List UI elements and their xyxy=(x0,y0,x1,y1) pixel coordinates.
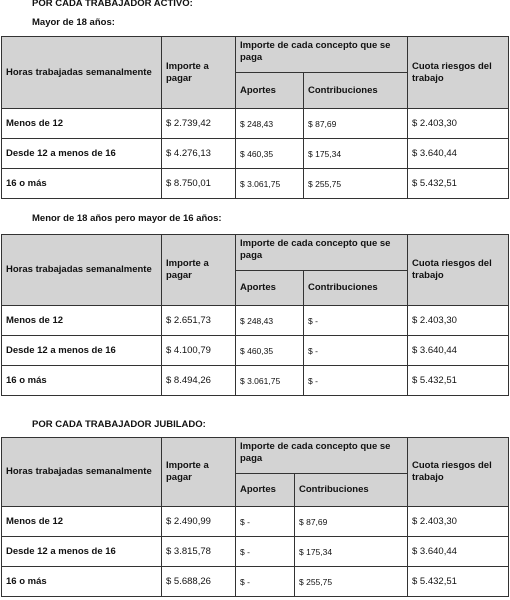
header-aportes: Aportes xyxy=(236,73,304,109)
aportes-cell: $ 248,43 xyxy=(236,109,304,139)
header-amount: Importe a pagar xyxy=(162,438,236,507)
table-row xyxy=(2,306,509,336)
hours-cell: Desde 12 a menos de 16 xyxy=(2,537,162,567)
amount-cell: $ 4.276,13 xyxy=(162,139,236,169)
amount-cell: $ 3.815,78 xyxy=(162,537,236,567)
header-risk: Cuota riesgos del trabajo xyxy=(408,37,509,109)
table-row xyxy=(2,169,509,199)
header-hours: Horas trabajadas semanalmente xyxy=(2,37,162,109)
header-contribuciones: Contribuciones xyxy=(304,271,408,306)
hours-cell: Menos de 12 xyxy=(2,109,162,139)
fee-table-activo-mayor-18 xyxy=(1,36,509,199)
header-concepts: Importe de cada concepto que se paga xyxy=(236,37,408,73)
contribuciones-cell: $ - xyxy=(304,366,408,396)
table-row xyxy=(2,139,509,169)
header-amount: Importe a pagar xyxy=(162,235,236,306)
table-row xyxy=(2,109,509,139)
contribuciones-cell: $ - xyxy=(304,336,408,366)
header-hours: Horas trabajadas semanalmente xyxy=(2,438,162,507)
aportes-cell: $ 460,35 xyxy=(236,336,304,366)
hours-cell: Desde 12 a menos de 16 xyxy=(2,336,162,366)
aportes-cell: $ - xyxy=(236,537,295,567)
amount-cell: $ 5.688,26 xyxy=(162,567,236,597)
risk-cell: $ 2.403,30 xyxy=(408,306,509,336)
hours-cell: Menos de 12 xyxy=(2,507,162,537)
risk-cell: $ 3.640,44 xyxy=(408,336,509,366)
hours-cell: 16 o más xyxy=(2,366,162,396)
amount-cell: $ 2.739,42 xyxy=(162,109,236,139)
hours-cell: Desde 12 a menos de 16 xyxy=(2,139,162,169)
contribuciones-cell: $ 87,69 xyxy=(295,507,408,537)
amount-cell: $ 8.750,01 xyxy=(162,169,236,199)
contribuciones-cell: $ 175,34 xyxy=(304,139,408,169)
hours-cell: Menos de 12 xyxy=(2,306,162,336)
header-risk: Cuota riesgos del trabajo xyxy=(408,438,509,507)
risk-cell: $ 2.403,30 xyxy=(408,109,509,139)
contribuciones-cell: $ 87,69 xyxy=(304,109,408,139)
risk-cell: $ 5.432,51 xyxy=(408,567,509,597)
risk-cell: $ 2.403,30 xyxy=(408,507,509,537)
header-aportes: Aportes xyxy=(236,474,295,507)
hours-cell: 16 o más xyxy=(2,567,162,597)
table-row xyxy=(2,507,509,537)
table-header-row xyxy=(2,37,509,73)
risk-cell: $ 3.640,44 xyxy=(408,139,509,169)
table-row xyxy=(2,567,509,597)
fee-table-jubilado xyxy=(1,437,509,597)
risk-cell: $ 3.640,44 xyxy=(408,537,509,567)
header-amount: Importe a pagar xyxy=(162,37,236,109)
table-header-row xyxy=(2,438,509,474)
header-aportes: Aportes xyxy=(236,271,304,306)
table-row xyxy=(2,336,509,366)
table-row xyxy=(2,366,509,396)
section-subtitle-menor-18: Menor de 18 años pero mayor de 16 años: xyxy=(32,213,222,224)
aportes-cell: $ 3.061,75 xyxy=(236,366,304,396)
amount-cell: $ 2.651,73 xyxy=(162,306,236,336)
table-row xyxy=(2,537,509,567)
aportes-cell: $ - xyxy=(236,567,295,597)
header-concepts: Importe de cada concepto que se paga xyxy=(236,235,408,271)
header-contribuciones: Contribuciones xyxy=(304,73,408,109)
section-subtitle-mayor-18: Mayor de 18 años: xyxy=(32,17,115,28)
risk-cell: $ 5.432,51 xyxy=(408,366,509,396)
contribuciones-cell: $ - xyxy=(304,306,408,336)
section-title-jubilado: POR CADA TRABAJADOR JUBILADO: xyxy=(32,419,206,430)
aportes-cell: $ 460,35 xyxy=(236,139,304,169)
header-contribuciones: Contribuciones xyxy=(295,474,408,507)
amount-cell: $ 4.100,79 xyxy=(162,336,236,366)
amount-cell: $ 2.490,99 xyxy=(162,507,236,537)
contribuciones-cell: $ 255,75 xyxy=(295,567,408,597)
section-title-activo: POR CADA TRABAJADOR ACTIVO: xyxy=(32,0,193,9)
contribuciones-cell: $ 175,34 xyxy=(295,537,408,567)
fee-table-activo-menor-18 xyxy=(1,234,509,396)
table-header-row xyxy=(2,235,509,271)
aportes-cell: $ 248,43 xyxy=(236,306,304,336)
risk-cell: $ 5.432,51 xyxy=(408,169,509,199)
amount-cell: $ 8.494,26 xyxy=(162,366,236,396)
aportes-cell: $ 3.061,75 xyxy=(236,169,304,199)
aportes-cell: $ - xyxy=(236,507,295,537)
hours-cell: 16 o más xyxy=(2,169,162,199)
header-concepts: Importe de cada concepto que se paga xyxy=(236,438,408,474)
header-risk: Cuota riesgos del trabajo xyxy=(408,235,509,306)
header-hours: Horas trabajadas semanalmente xyxy=(2,235,162,306)
contribuciones-cell: $ 255,75 xyxy=(304,169,408,199)
